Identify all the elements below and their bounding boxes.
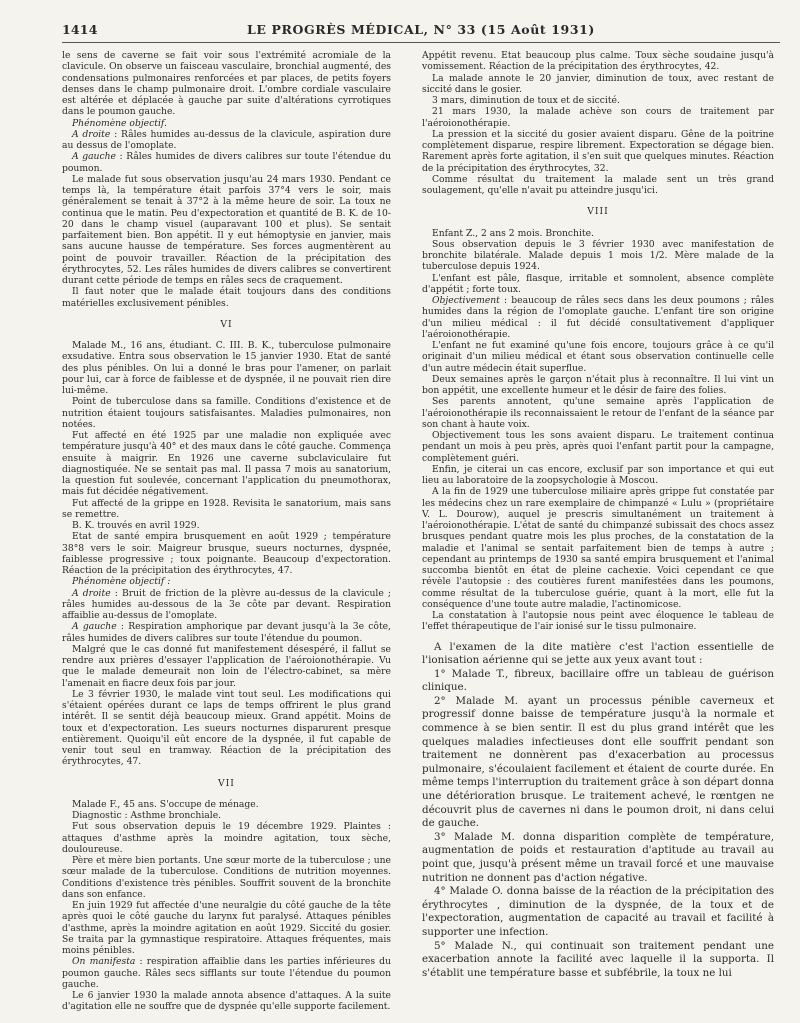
- paragraph: 1° Malade T., fibreux, bacillaire offre un tableau de guérison clinique.: [422, 667, 774, 694]
- paragraph: Le 6 janvier 1930 la malade annota absence d'attaques. A la suite d'agitation elle ne souffre que de dyspnée qu'elle supporte facilement.: [62, 990, 391, 1013]
- page-number: 1414: [62, 22, 98, 37]
- paragraph: 3° Malade M. donna disparition complète de température, augmentation de poids et restauration d'aptitude au travail au point que, jusqu'à présent même un travail forcé et une mauvaise nutrition ne donnent pas d'action négative.: [422, 830, 774, 884]
- paragraph: Ses parents annotent, qu'une semaine après l'application de l'aéroionothérapie ils reconnaissaient le retour de l'enfant de la séance par son chant à haute voix.: [422, 396, 774, 430]
- right-column: [422, 50, 774, 980]
- section-heading: VIII: [587, 206, 609, 218]
- paragraph: 4° Malade O. donna baisse de la réaction de la précipitation des érythrocytes , diminution de la dyspnée, de la toux et de l'expectoration, augmentation de capacité au travail et facilité à supporter une infection.: [422, 885, 774, 938]
- paragraph: Le 3 février 1930, le malade vint tout seul. Les modifications qui s'étaient opérées durant ce laps de temps offrirent le plus grand intérêt. Il se sentit déjà beaucoup mieux. Grand appétit. Moins de toux et d'expectoration. Les sueurs nocturnes disparurent presque entièrement. Quoiqu'il eût encore de la dyspnée, il fut capable de venir tout seul en tramway. Réaction de la précipitation des érythrocytes, 47.: [62, 688, 391, 768]
- paragraph: La malade annote le 20 janvier, diminution de toux, avec restant de siccité dans le gosier.: [422, 72, 774, 95]
- paragraph: Fut affecté en été 1925 par une maladie non expliquée avec température jusqu'à 40° et des maux dans le côté gauche. Commença ensuite à maigrir. En 1926 une caverne subclaviculaire fut diagnostiquée. Ne se sentait pas mal. Il passa 7 mois au sanatorium, la question fut soulevée, concernant l'application du pneumothorax, mais fut décidée négativement.: [62, 430, 391, 498]
- paragraph: En juin 1929 fut affectée d'une neuralgie du côté gauche de la tête après quoi le côté gauche du larynx fut paralysé. Attaques pénibles d'asthme, après la moindre agitation en août 1929. Siccité du gosier. Se traita par la gymnastique respiratoire. Attaques fréquentes, mais moins pénibles.: [62, 900, 391, 956]
- paragraph: Fut sous observation depuis le 19 décembre 1929. Plaintes : attaques d'asthme après la moindre agitation, toux sèche, douloureuse.: [62, 821, 391, 855]
- paragraph: Père et mère bien portants. Une sœur morte de la tuberculose ; une sœur malade de la tuberculose. Conditions de nutrition moyennes. Conditions d'existence très pénibles. Souffrit souvent de la bronchite dans son enfance.: [62, 855, 391, 900]
- paragraph: Objectivement tous les sons avaient disparu. Le traitement continua pendant un mois à peu près, après quoi l'enfant partit pour la campagne, complètement guéri.: [422, 430, 774, 464]
- running-title: LE PROGRÈS MÉDICAL, N° 33 (15 Août 1931): [247, 22, 595, 37]
- paragraph: Malade M., 16 ans, étudiant. C. III. B. K., tuberculose pulmonaire exsudative. Entra sous observation le 15 janvier 1930. Etat de santé des plus pénibles. On lui a donné le bras pour l'amener, on parlait pour lui, car à force de faiblesse et de dyspnée, il ne pouvait rien dire lui-même.: [62, 340, 391, 396]
- paragraph: 2° Malade M. ayant un processus pénible caverneux et progressif donne baisse de température jusqu'à la normale et commence à se bien sentir. Il est du plus grand intérêt que les quelques maladies infectieuses dont elle souffrit pendant son traitement ne donnèrent pas d'exacerbation au processus pulmonaire, s'écoulaient facilement et étaient de courte durée. En même temps l'interruption du traitement grâce à son départ donna une détérioration brusque. Le traitement achevé, le rœntgen ne découvrit plus de cavernes ni dans le poumon droit, ni dans celui de gauche.: [422, 694, 774, 830]
- paragraph: Point de tuberculose dans sa famille. Conditions d'existence et de nutrition étaient toujours satisfaisantes. Maladies pulmonaires, non notées.: [62, 396, 391, 430]
- paragraph: Appétit revenu. Etat beaucoup plus calme. Toux sèche soudaine jusqu'à vomissement. Réaction de la précipitation des érythrocytes, 42.: [422, 50, 774, 73]
- page-header: [62, 22, 780, 40]
- left-column: [62, 50, 391, 1013]
- paragraph: L'enfant est pâle, flasque, irritable et somnolent, absence complète d'appétit ; forte toux.: [422, 272, 774, 295]
- paragraph: Fut affecté de la grippe en 1928. Revisita le sanatorium, mais sans se remettre.: [62, 497, 391, 520]
- section-heading: VI: [220, 318, 233, 330]
- paragraph: B. K. trouvés en avril 1929.: [72, 520, 200, 531]
- header-rule: [62, 42, 780, 43]
- paragraph: le sens de caverne se fait voir sous l'extrémité acromiale de la clavicule. On observe un faisceau vasculaire, bronchial augmenté, des condensations pulmonaires renforcées et par places, de petits foyers denses dans le champ pulmonaire droit. L'ombre cordiale vasculaire est altérée et déplacée à gauche par suite d'altérations cyrrotiques dans le poumon gauche.: [62, 50, 391, 118]
- paragraph: 5° Malade N., qui continuait son traitement pendant une exacerbation annote la facilité avec laquelle il la supporta. Il s'établit une température basse et subfébrile, la toux ne lui: [422, 939, 774, 979]
- paragraph: A gauche : Râles humides de divers calibres sur toute l'étendue du poumon.: [62, 151, 391, 174]
- paragraph: Malgré que le cas donné fut manifestement désespéré, il fallut se rendre aux prières d'essayer l'application de l'aéroionothérapie. Vu que le malade demeurait non loin de l'électro-cabinet, sa mère l'amenait en fiacre deux fois par jour.: [62, 643, 391, 689]
- paragraph: Il faut noter que le malade était toujours dans des conditions matérielles exclusivement pénibles.: [62, 286, 391, 309]
- paragraph: Comme résultat du traitement la malade sent un très grand soulagement, qu'elle n'avait pu atteindre jusqu'ici.: [422, 173, 774, 196]
- paragraph: La pression et la siccité du gosier avaient disparu. Gêne de la poitrine complètement disparue, respire librement. Expectoration se dégage bien. Rarement après forte agitation, il s'en suit que quelques minutes. Réaction de la précipitation des érythrocytes, 32.: [422, 128, 774, 174]
- paragraph: Diagnostic : Asthme bronchiale.: [72, 810, 222, 821]
- section-heading: VII: [218, 777, 235, 789]
- subheading: Phénomène objectif.: [72, 117, 167, 129]
- paragraph: Etat de santé empira brusquement en août 1929 ; température 38°8 vers le soir. Maigreur brusque, sueurs nocturnes, dyspnée, faiblesse progressive ; toux poignante. Beaucoup d'expectoration. Réaction de la précipitation des érythrocytes, 47.: [62, 531, 391, 576]
- paragraph: Enfant Z., 2 ans 2 mois. Bronchite.: [432, 227, 594, 239]
- paragraph: 3 mars, diminution de toux et de siccité.: [432, 95, 620, 106]
- paragraph: L'enfant ne fut examiné qu'une fois encore, toujours grâce à ce qu'il originait d'un milieu médical et étant sous observation continuelle celle d'un autre médecin était superflue.: [422, 340, 774, 374]
- paragraph: [62, 118, 391, 129]
- paragraph: Malade F., 45 ans. S'occupe de ménage.: [72, 798, 259, 810]
- paragraph: Enfin, je citerai un cas encore, exclusif par son importance et qui eut lieu au laboratoire de la zoopsychologie à Moscou.: [422, 463, 774, 486]
- paragraph: Le malade fut sous observation jusqu'au 24 mars 1930. Pendant ce temps là, la température était parfois 37°4 vers le soir, mais généralement se tenait à 37°2 à la même heure de soir. La toux ne continua que le matin. Peu d'expectoration et quantité de B. K. de 10-20 dans le champ visuel (auparavant 100 et plus). Se sentait parfaitement bien. Bon appétit. Il y eut hémoptysie en janvier, mais sans aucune hausse de température. Ses forces augmentèrent au point de pouvoir travailler. Réaction de la précipitation des érythrocytes, 52. Les râles humides de divers calibres se convertirent durant cette période de temps en râles secs de craquement.: [62, 173, 391, 286]
- subheading: Phénomène objectif :: [72, 576, 171, 588]
- paragraph: A droite : Bruit de friction de la plèvre au-dessus de la clavicule ; râles humides au-dessous de la 3e côte par devant. Respiration affaiblie au-dessus de l'omoplate.: [62, 587, 392, 621]
- paragraph: A gauche : Respiration amphorique par devant jusqu'à la 3e côte, râles humides de divers calibres sur toute l'étendue du poumon.: [62, 621, 391, 644]
- paragraph: On manifesta : respiration affaiblie dans les parties inférieures du poumon gauche. Râles secs sifflants sur toute l'étendue du poumon gauche.: [62, 956, 391, 990]
- paragraph: A la fin de 1929 une tuberculose miliaire après grippe fut constatée par les médecins chez un rare exemplaire de chimpanzé « Lulu » (propriétaire V. L. Dourow), auquel je prescris simultanément un traitement à l'aéroionothérapie. L'état de santé du chimpanzé subissait des chocs assez brusques pendant quatre mois les plus proches, de la constatation de la maladie et l'animal se sentait parfaitement bien de temps à autre ; cependant au printemps de 1930 sa santé empira brusquement et l'animal succomba bientôt en état de pleine cachexie. Voici cependant ce que révèle l'autopsie : des coutières furent manifestées dans les poumons, comme résultat de la tuberculose guérie, quant à la mort, elle fut la conséquence d'une toute autre maladie, l'actinomicose.: [422, 486, 774, 610]
- conclusions-block: [422, 641, 774, 981]
- paragraph: Objectivement : beaucoup de râles secs dans les deux poumons ; râles humides dans la région de l'omoplate gauche. L'enfant tire son origine d'un milieu médical : il fut décidé consultativement d'appliquer l'aéroionothérapie.: [422, 295, 774, 340]
- paragraph: [62, 576, 391, 587]
- paragraph: A droite : Râles humides au-dessus de la clavicule, aspiration dure au dessus de l'omoplate.: [62, 128, 391, 151]
- paragraph: A l'examen de la dite matière c'est l'action essentielle de l'ionisation aérienne qui se jette aux yeux avant tout :: [422, 640, 774, 667]
- paragraph: La constatation à l'autopsie nous peint avec éloquence le tableau de l'effet thérapeutique de l'air ionisé sur le tissu pulmonaire.: [422, 610, 774, 633]
- paragraph: Sous observation depuis le 3 février 1930 avec manifestation de bronchite bilatérale. Malade depuis 1 mois 1/2. Mère malade de la tuberculose depuis 1924.: [422, 238, 774, 273]
- paragraph: 21 mars 1930, la malade achève son cours de traitement par l'aéroionothérapie.: [422, 106, 774, 129]
- paragraph: Deux semaines après le garçon n'était plus à reconnaître. Il lui vint un bon appétit, une excellente humeur et le désir de faire des folies.: [422, 373, 774, 396]
